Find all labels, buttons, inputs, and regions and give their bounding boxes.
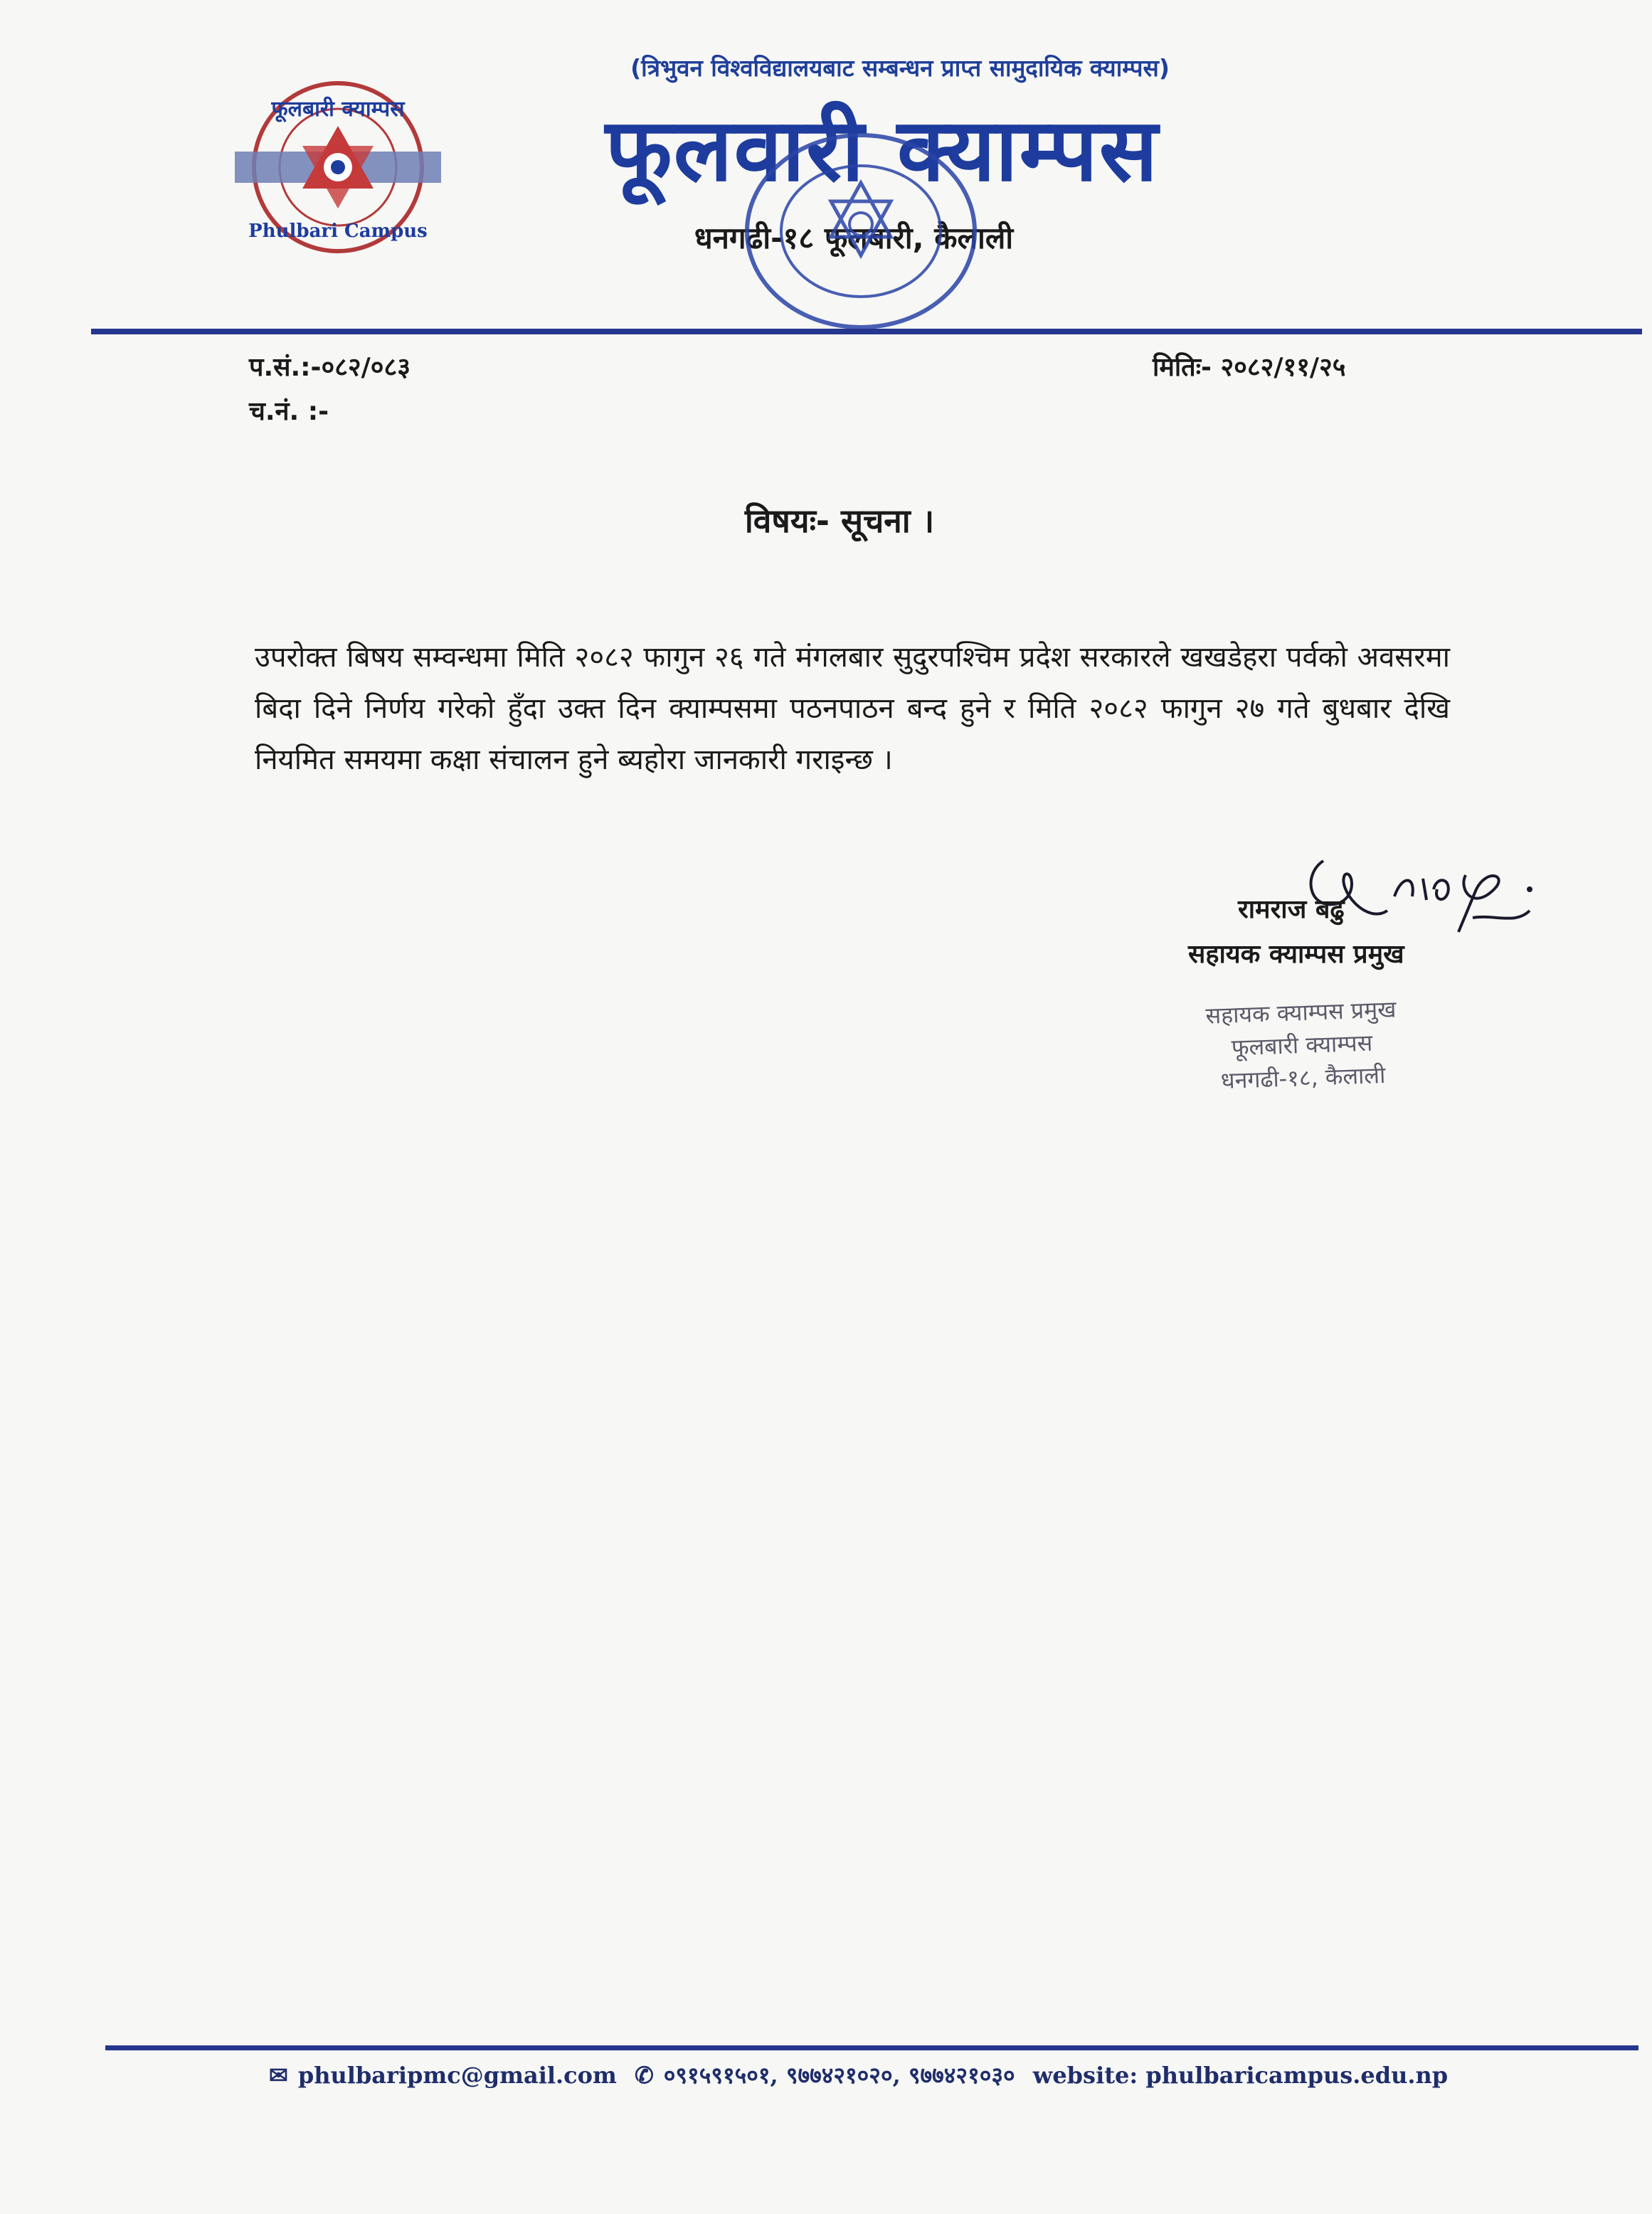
footer-website[interactable]: website: phulbaricampus.edu.np [1032, 2062, 1449, 2089]
envelope-icon: ✉ [269, 2062, 288, 2089]
signer-name: रामराज बढु [1238, 895, 1345, 924]
dispatch-number: च.नं. :- [249, 397, 329, 426]
stamp-line-2: फूलबारी क्याम्पस [1231, 1029, 1373, 1061]
footer-phones: ०९१५९१५०१, ९७७४२१०२०, ९७७४२१०३० [663, 2062, 1015, 2089]
letter-date: मितिः- २०८२/११/२५ [1153, 353, 1346, 382]
reference-number: प.सं.:-०८२/०८३ [249, 353, 411, 382]
stamp-line-3: धनगढी-१८, कैलाली [1220, 1061, 1386, 1094]
header-divider [91, 329, 1642, 334]
campus-address: धनगढी-१८ फूलबारी, कैलाली [694, 221, 1014, 255]
affiliation-line: (त्रिभुवन विश्वविद्यालयबाट सम्बन्धन प्राप्त सामुदायिक क्याम्पस) [630, 54, 1170, 82]
logo-text-top: फूलबारी क्याम्पस [271, 97, 405, 122]
campus-seal-stamp [740, 125, 982, 338]
notice-body: उपरोक्त बिषय सम्वन्धमा मिति २०८२ फागुन २६ गते मंगलबार सुदुरपश्चिम प्रदेश सरकारले खखडेहरा पर्वको अवसरमा बिदा दिने निर्णय गरेको हुँदा उक्त दिन क्याम्पसमा पठनपाठन बन्द हुने र मिति २०८२ फागुन २७ गते बुधबार देखि नियमित समयमा कक्षा संचालन हुने ब्यहोरा जानकारी गराइन्छ । [255, 641, 1450, 776]
signer-title: सहायक क्याम्पस प्रमुख [1188, 940, 1404, 969]
designation-stamp [1137, 990, 1468, 1100]
subject-line: विषयः- सूचना । [744, 502, 935, 540]
footer-contact [269, 2060, 1449, 2090]
phone-icon: ✆ [634, 2062, 654, 2089]
logo-text-bottom: Phulbari Campus [248, 221, 428, 242]
footer-email[interactable]: phulbaripmc@gmail.com [297, 2062, 617, 2089]
stamp-line-1: सहायक क्याम्पस प्रमुख [1204, 995, 1397, 1029]
campus-logo [235, 75, 441, 260]
footer-divider [105, 2045, 1638, 2050]
campus-name: फूलवारी क्याम्पस [605, 100, 1160, 201]
